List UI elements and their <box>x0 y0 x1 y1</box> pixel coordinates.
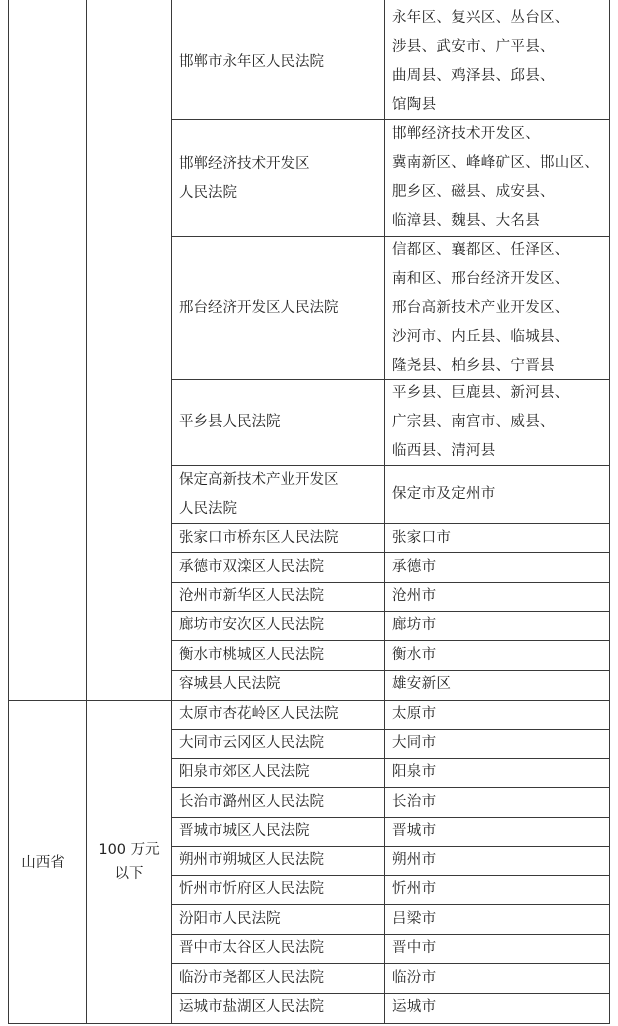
court-name: 邢台经济开发区人民法院 <box>179 300 339 316</box>
court-name: 邯郸经济技术开发区 人民法院 <box>179 156 310 201</box>
jurisdiction-region: 廊坊市 <box>392 617 437 633</box>
province-name: 山西省 <box>21 855 65 871</box>
jurisdiction-region: 承德市 <box>392 559 437 575</box>
court-name: 平乡县人民法院 <box>179 414 281 430</box>
jurisdiction-region: 太原市 <box>392 706 437 722</box>
court-name: 大同市云冈区人民法院 <box>179 735 324 751</box>
jurisdiction-region: 大同市 <box>392 735 437 751</box>
column-divider-3 <box>384 0 385 1024</box>
court-name: 朔州市朔城区人民法院 <box>179 852 324 868</box>
court-name: 邯郸市永年区人民法院 <box>179 54 324 70</box>
court-name: 晋中市太谷区人民法院 <box>179 940 324 956</box>
jurisdiction-region: 朔州市 <box>392 852 437 868</box>
jurisdiction-region: 平乡县、巨鹿县、新河县、 广宗县、南宫市、威县、 临西县、清河县 <box>392 385 570 459</box>
jurisdiction-region: 衡水市 <box>392 647 437 663</box>
jurisdiction-region: 邯郸经济技术开发区、 冀南新区、峰峰矿区、邯山区、 肥乡区、磁县、成安县、 临漳县、魏县、大名县 <box>392 126 600 229</box>
jurisdiction-region: 晋中市 <box>392 940 437 956</box>
court-name: 廊坊市安次区人民法院 <box>179 617 324 633</box>
court-name: 汾阳市人民法院 <box>179 911 281 927</box>
amount-threshold: 100 万元 以下 <box>98 842 160 882</box>
court-name: 张家口市桥东区人民法院 <box>179 530 339 546</box>
jurisdiction-region: 张家口市 <box>392 530 452 546</box>
court-name: 长治市潞州区人民法院 <box>179 794 324 810</box>
jurisdiction-region: 运城市 <box>392 999 437 1015</box>
court-name: 沧州市新华区人民法院 <box>179 588 324 604</box>
jurisdiction-region: 阳泉市 <box>392 764 437 780</box>
court-name: 运城市盐湖区人民法院 <box>179 999 324 1015</box>
court-name: 衡水市桃城区人民法院 <box>179 647 324 663</box>
jurisdiction-region: 保定市及定州市 <box>392 486 496 502</box>
jurisdiction-region: 信都区、襄都区、任泽区、 南和区、邢台经济开发区、 邢台高新技术产业开发区、 沙河市、内丘县、临城县、 隆尧县、柏乡县、宁晋县 <box>392 242 570 374</box>
court-name: 阳泉市郊区人民法院 <box>179 764 310 780</box>
jurisdiction-region: 沧州市 <box>392 588 437 604</box>
jurisdiction-region: 忻州市 <box>392 881 437 897</box>
court-name: 忻州市忻府区人民法院 <box>179 881 324 897</box>
court-name: 晋城市城区人民法院 <box>179 823 310 839</box>
jurisdiction-region: 临汾市 <box>392 970 437 986</box>
jurisdiction-region: 吕梁市 <box>392 911 437 927</box>
court-name: 承德市双滦区人民法院 <box>179 559 324 575</box>
jurisdiction-region: 长治市 <box>392 794 437 810</box>
court-name: 保定高新技术产业开发区 人民法院 <box>179 472 339 517</box>
jurisdiction-region: 雄安新区 <box>392 676 452 692</box>
jurisdiction-region: 永年区、复兴区、丛台区、 涉县、武安市、广平县、 曲周县、鸡泽县、邱县、 馆陶县 <box>392 10 570 113</box>
court-name: 临汾市尧都区人民法院 <box>179 970 324 986</box>
court-name: 太原市杏花岭区人民法院 <box>179 706 339 722</box>
jurisdiction-region: 晋城市 <box>392 823 437 839</box>
court-name: 容城县人民法院 <box>179 676 281 692</box>
table-border-bottom <box>8 1023 610 1024</box>
